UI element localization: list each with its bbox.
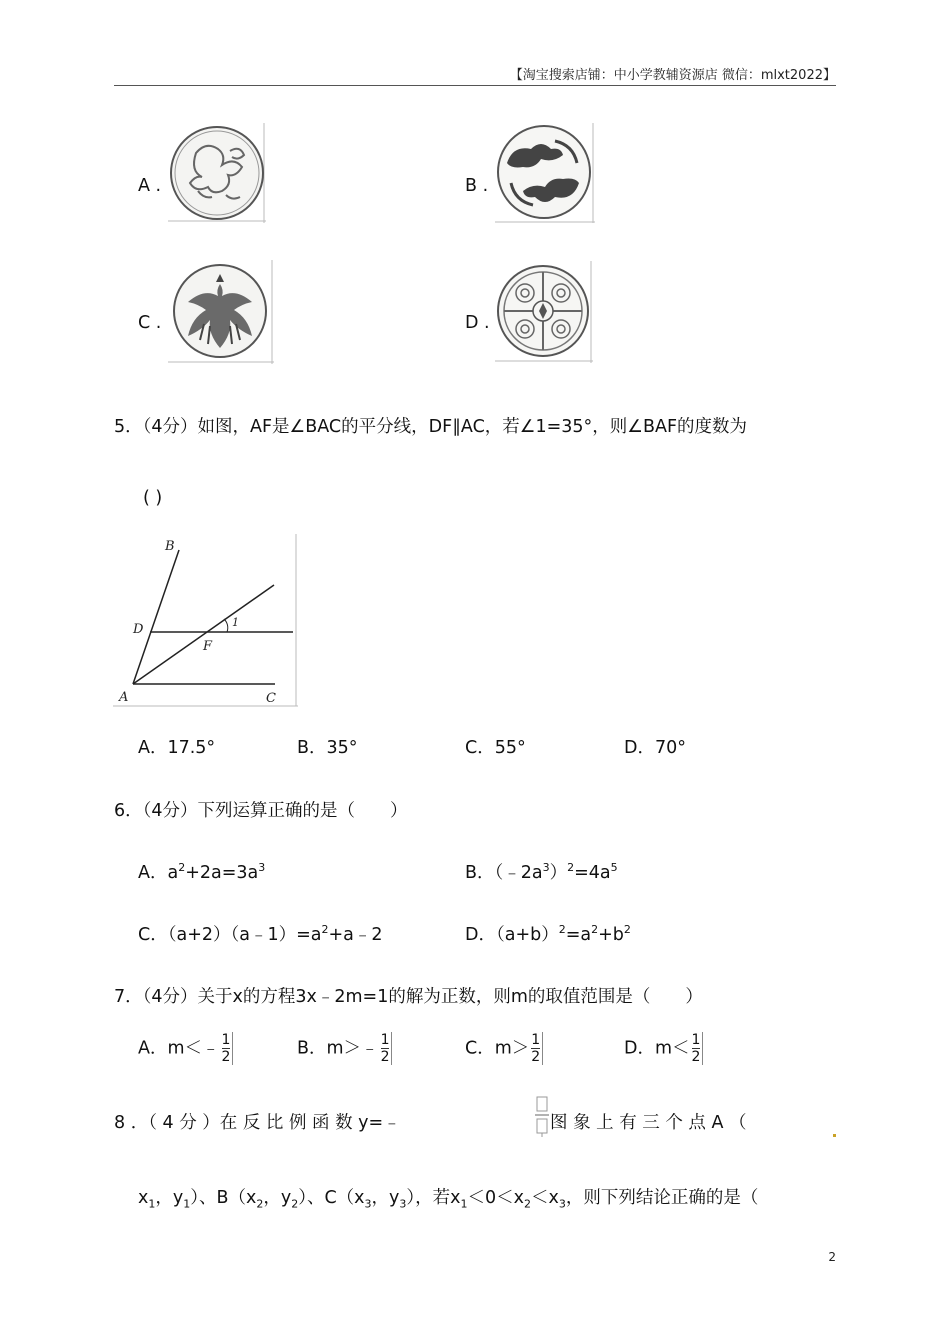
q7-option-c: C．m＞ $\frac{1}{2}$	[465, 1032, 543, 1065]
fraction: $\frac{1}{2}$	[692, 1032, 704, 1065]
q4-option-d-label: D .	[465, 313, 490, 333]
q5-answer-blank: ( )	[143, 488, 163, 508]
fraction: $\frac{1}{2}$	[381, 1032, 393, 1065]
q5-option-a: A．17.5°	[138, 738, 216, 758]
q7-option-d: D．m＜ $\frac{1}{2}$	[624, 1032, 703, 1065]
q8-stem-part1: 8 ．（ 4 分 ）在 反 比 例 函 数 y=﹣	[114, 1113, 401, 1133]
label-c: C	[266, 691, 276, 706]
page-number: 2	[828, 1250, 836, 1264]
stray-mark	[833, 1134, 836, 1137]
label-b: B	[165, 539, 175, 554]
label-f: F	[203, 639, 213, 654]
q8-stem-line2: $x_1$，$y_1$）、$B(x_2$，$y_2$）、$C(x_3$，$y_3$），若$x_1<0<x_2<x_3$，则下列结论正确的是（	[138, 1188, 759, 1211]
fraction: $\frac{1}{2}$	[222, 1032, 234, 1065]
label-a: A	[119, 690, 129, 705]
q5-geometry-figure	[113, 534, 298, 712]
q6-option-c: C．$(a+2)(a﹣1)=a^2+a﹣2$	[138, 923, 383, 945]
q7-option-a: A．m＜﹣ $\frac{1}{2}$	[138, 1032, 233, 1065]
q6-option-d: D．$(a+b)^2=a^2+b^2$	[465, 923, 631, 945]
q5-stem: 5．（4分）如图，AF是∠BAC的平分线，DF∥AC，若∠1=35°，则∠BAF的度数为	[114, 417, 748, 437]
q6-option-b: B．$(﹣2a^3)^2=4a^5$	[465, 861, 618, 883]
q7-stem: 7．（4分）关于x的方程3x﹣2m=1的解为正数，则m的取值范围是（ ）	[114, 987, 703, 1007]
q4-option-b-image	[495, 123, 595, 223]
q4-option-a-image	[168, 123, 266, 223]
q6-stem: 6．（4分）下列运算正确的是（ ）	[114, 801, 408, 821]
q8-stem-part2: 图 象 上 有 三 个 点 A （	[550, 1113, 747, 1133]
q4-option-a-label: A .	[138, 176, 162, 196]
label-d: D	[133, 622, 144, 637]
header-divider	[114, 85, 836, 86]
q5-option-b: B．35°	[297, 738, 358, 758]
q4-option-b-label: B .	[465, 176, 489, 196]
header-text: 【淘宝搜索店铺：中小学教辅资源店 微信：mlxt2022】	[509, 68, 836, 83]
fraction: $\frac{1}{2}$	[531, 1032, 543, 1065]
q4-option-c-image	[168, 260, 274, 364]
q4-option-d-image	[495, 261, 593, 363]
q8-fraction-image	[533, 1095, 551, 1143]
q4-option-c-label: C .	[138, 313, 162, 333]
label-angle-1: 1	[232, 616, 239, 629]
q7-option-b: B．m＞﹣ $\frac{1}{2}$	[297, 1032, 392, 1065]
q5-option-d: D．70°	[624, 738, 686, 758]
q5-option-c: C．55°	[465, 738, 526, 758]
q6-option-a: A．$a^2+2a=3a^3$	[138, 861, 266, 883]
